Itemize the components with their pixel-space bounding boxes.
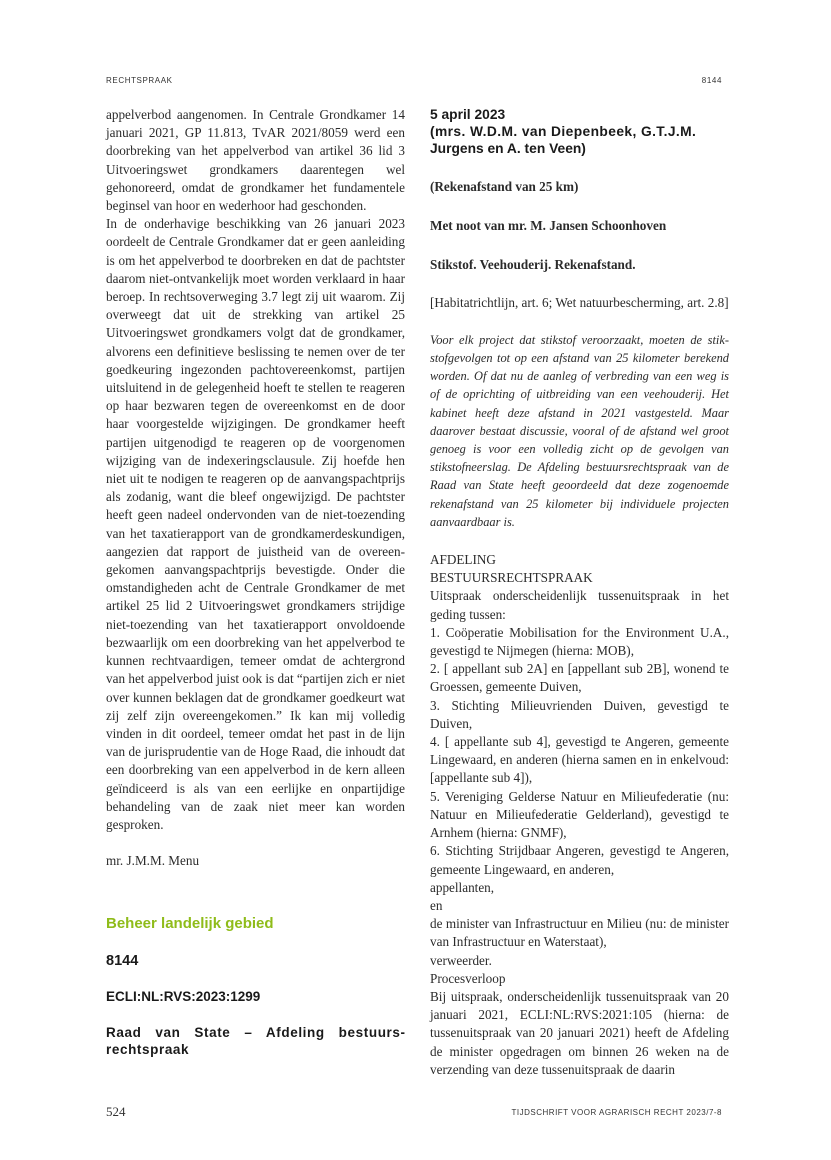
- body-paragraph: In de onderhavige beschikking van 26 januari 2023 oordeelt de Centrale Grondkamer dat er geen aanleiding is om het appelverbod te doorbreken en dat de pachtster daarom niet-ontvankelijk moet worden verklaard in haar beroep. In rechtsoverweging 3.7 legt zij uit waarom. Zij overweegt dat uit de strekking van artikel 25 Uitvoeringswet grondkamers volgt dat de grondkamer, alvorens een definitieve beslissing te nemen over de ter goedkeuring ingezonden pachtovereenkomst, partijen uitsluitend in de gelegenheid hoeft te stellen te reageren op haar bezwaren tegen de overeenkomst en de door haar voorgestelde wijzigingen. De grondkamer heeft partijen uitgenodigd te reageren op de voorgenomen wijziging van de indexeringsclausule. Zij hoefde hen niet uit te nodigen te reageren op de aanvangspachtprijs als zodanig, want die bleef ongewijzigd. De pachtster heeft geen nadeel ondervonden van de niet-toezending van het taxatierapport van de grondkamerdeskundigen, aangezien dat rapport de juistheid van de overeengekomen aanvangspachtprijs bevestigde. Onder die omstandigheden acht de Centrale Grondkamer de met artikel 25 lid 2 Uitvoeringswet grondkamers strijdige niet-toezending van het taxatierapport onvoldoende bezwaarlijk om een doorbreking van het appelverbod te kunnen rechtvaardigen, temeer omdat de achtergrond van het appelverbod juist ook is dat “partijen zich er niet over kunnen beklagen dat de grondkamer goedkeurt wat zij zelf zijn overeengekomen.” Ik kan mij volledig vinden in dit oordeel, temeer omdat het past in de lijn van de jurisprudentie van de Hoge Raad, die inhoudt dat een doorbreking van een appelverbod in de kern alleen geïndiceerd is als van een eerlijke en onpartijdige behandeling van de zaak niet meer kan worden gesproken.: [106, 216, 405, 832]
- annotation-author: Met noot van mr. M. Jansen Schoonhoven: [430, 218, 667, 234]
- running-head-section: RECHTSPRAAK: [106, 76, 173, 85]
- page-number: 524: [106, 1104, 126, 1119]
- case-subject: (Rekenafstand van 25 km): [430, 179, 579, 194]
- body-line: AFDELING: [430, 552, 496, 568]
- left-column: [106, 106, 405, 1058]
- case-summary: Voor elk project dat stikstof veroorzaakt, moeten de stikstofgevolgen tot op een afstand van 25 kilometer berekend worden. Of dat nu de aanleg of verbreding van een weg is of de oprichting of uitbreiding van een veehouderij. Het kabinet heeft deze afstand in 2021 vastgesteld. Maar daarover bestaat discussie, vooral of de afstand wel groot genoeg is voor een volledig zicht op de gevolgen van stikstofneerslag. De Afdeling bestuursrechtspraak van de Raad van State heeft geoordeeld dat deze zogenoemde rekenafstand van 25 kilometer bij individuele projecten aanvaardbaar is.: [430, 332, 729, 529]
- party-item: 4. [ appellante sub 4], gevestigd te Angeren, gemeente Lingewaard, en anderen (hierna samen en in enkelvoud: [appellante sub 4]),: [430, 734, 729, 786]
- body-paragraph: Bij uitspraak, onderscheidenlijk tussenuitspraak van 20 januari 2021, ECLI:NL:RVS:2021:105 (hierna: de tussenuitspraak van 20 januari 2021) heeft de Afdeling de minister opgedragen om binnen 26 weken na de verzending van deze tussenuitspraak de daarin: [430, 988, 729, 1077]
- subheading-procesverloop: Procesverloop: [430, 970, 506, 986]
- decision-header: [430, 106, 729, 157]
- journal-title: TIJDSCHRIFT VOOR AGRARISCH RECHT 2023/7-8: [511, 1108, 722, 1117]
- section-heading: Beheer landelijk gebied: [106, 915, 274, 933]
- decision-date: 5 april 2023: [430, 107, 506, 122]
- court-name: Raad van State – Afdeling bestuursrechtspraak: [106, 1025, 405, 1058]
- body-line: verweerder.: [430, 952, 492, 968]
- body-line: Uitspraak onderscheidenlijk tussenuitspraak in het geding tussen:: [430, 588, 729, 622]
- judgment-body: [430, 551, 729, 1079]
- ecli-identifier: ECLI:NL:RVS:2023:1299: [106, 989, 261, 1005]
- running-head-case-number: 8144: [701, 76, 722, 85]
- judges-line-1: (mrs. W.D.M. van Diepenbeek, G.T.J.M.: [430, 124, 697, 139]
- keywords: Stikstof. Veehouderij. Rekenafstand.: [430, 257, 636, 273]
- legal-articles: [Habitatrichtlijn, art. 6; Wet natuurbescherming, art. 2.8]: [430, 294, 729, 310]
- party-item: 6. Stichting Strijdbaar Angeren, gevestigd te Angeren, gemeente Lingewaard, en anderen,: [430, 843, 729, 877]
- author-signature: mr. J.M.M. Menu: [106, 853, 200, 869]
- judges-line-2: Jurgens en A. ten Veen): [430, 141, 586, 156]
- party-item: 2. [ appellant sub 2A] en [appellant sub 2B], wonend te Groessen, gemeente Duiven,: [430, 661, 729, 695]
- body-line: en: [430, 897, 443, 913]
- body-line: BESTUURSRECHTSPRAAK: [430, 570, 593, 586]
- party-item: 1. Coöperatie Mobilisation for the Environment U.A., gevestigd te Nijmegen (hierna: MOB),: [430, 624, 729, 659]
- party-item: 3. Stichting Milieuvrienden Duiven, gevestigd te Duiven,: [430, 697, 729, 731]
- respondent: de minister van Infrastructuur en Milieu (nu: de minister van Infrastructuur en Waterstaat),: [430, 916, 729, 950]
- body-line: appellanten,: [430, 879, 495, 895]
- case-number: 8144: [106, 953, 139, 970]
- party-item: 5. Vereniging Gelderse Natuur en Milieufederatie (nu: Natuur en Milieufederatie Gelderland), gevestigd te Arnhem (hierna: GNMF),: [430, 788, 729, 841]
- body-paragraph: appelverbod aangenomen. In Centrale Grondkamer 14 januari 2021, GP 11.813, TvAR 2021/8059 werd een doorbreking van het appelverbod van artikel 36 lid 3 Uitvoeringswet grondkamers daarentegen wel gehonoreerd, omdat de grondkamer het fundamentele beginsel van hoor en wederhoor had geschonden.: [106, 107, 405, 214]
- right-column: [430, 106, 729, 1079]
